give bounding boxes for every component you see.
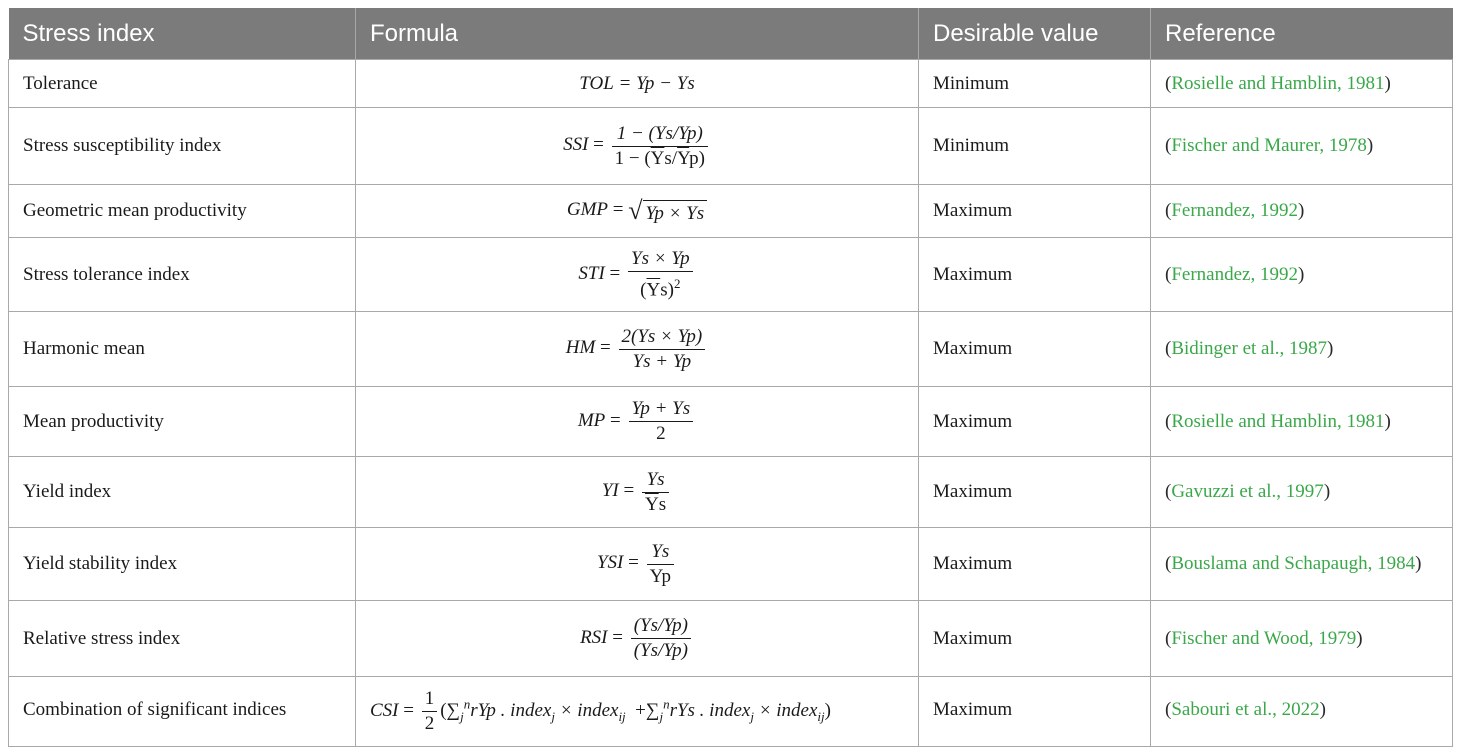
- formula-lhs: YSI: [596, 552, 624, 574]
- table-row: [9, 238, 1453, 312]
- fraction-denominator: 2: [424, 713, 435, 734]
- reference-link[interactable]: Sabouri et al., 2022: [1171, 699, 1320, 720]
- formula-lhs: RSI: [580, 626, 608, 648]
- row-desirable-value: Maximum: [919, 457, 1151, 528]
- formula-lhs: CSI: [370, 699, 399, 721]
- formula-fraction: [628, 248, 693, 301]
- term: × index: [753, 699, 818, 721]
- mean-symbol: $\overline{Y}$: [644, 493, 659, 515]
- sum-superscript: n: [463, 696, 471, 712]
- table-row: [9, 457, 1453, 528]
- row-index-name: Tolerance: [9, 60, 356, 108]
- formula-gmp: GMP = √ Yp × Ys: [356, 185, 919, 238]
- formula-sti: STI = $\frac{Ys \times Yp}{(\overline{Y}s)^2}$: [356, 238, 919, 312]
- stress-index-table: [8, 8, 1453, 747]
- row-reference: (Rosielle and Hamblin, 1981): [1151, 60, 1453, 108]
- table-row: [9, 60, 1453, 108]
- formula-ysi: YSI = $\frac{Ys}{Yp}$: [356, 528, 919, 601]
- reference-link[interactable]: Fischer and Maurer, 1978: [1171, 135, 1367, 156]
- header-formula: Formula: [356, 8, 919, 60]
- row-index-name: Stress susceptibility index: [9, 108, 356, 185]
- table-row: [9, 387, 1453, 457]
- fraction-denominator: [612, 147, 708, 170]
- fraction-denominator: (Ys/Yp): [633, 640, 688, 661]
- radicand: Yp × Ys: [643, 200, 708, 226]
- sum-subscript: j: [659, 708, 664, 724]
- formula-fraction: [631, 615, 691, 662]
- row-index-name: Mean productivity: [9, 387, 356, 457]
- reference-link[interactable]: Gavuzzi et al., 1997: [1171, 481, 1324, 502]
- den-part: p): [689, 147, 705, 169]
- den-part: (: [640, 279, 647, 301]
- half-fraction: [422, 688, 438, 735]
- row-desirable-value: Maximum: [919, 387, 1151, 457]
- formula-mp: MP = $\frac{Yp + Ys}{2}$: [356, 387, 919, 457]
- row-index-name: Yield index: [9, 457, 356, 528]
- reference-link[interactable]: Fernandez, 1992: [1171, 200, 1298, 221]
- den-part: s: [658, 493, 667, 515]
- formula-lhs: HM: [565, 337, 596, 359]
- formula-fraction: [642, 469, 669, 516]
- formula-lhs: MP: [577, 409, 606, 431]
- row-reference: (Gavuzzi et al., 1997): [1151, 457, 1453, 528]
- formula-fraction: [647, 541, 674, 588]
- formula-hm: HM = $\frac{2(Ys \times Yp)}{Ys + Yp}$: [356, 312, 919, 387]
- fraction-numerator: Ys: [642, 469, 669, 493]
- row-reference: (Fischer and Maurer, 1978): [1151, 108, 1453, 185]
- fraction-denominator: [642, 493, 669, 516]
- formula-fraction: [619, 326, 706, 373]
- formula-rhs: = Yp − Ys: [618, 72, 695, 94]
- row-desirable-value: Minimum: [919, 108, 1151, 185]
- term-subscript: ij: [618, 708, 626, 724]
- den-part: 1 − (: [614, 147, 651, 169]
- row-reference: (Bouslama and Schapaugh, 1984): [1151, 528, 1453, 601]
- table-row: [9, 528, 1453, 601]
- row-reference: (Sabouri et al., 2022): [1151, 677, 1453, 747]
- fraction-numerator: 1: [422, 688, 438, 712]
- fraction-numerator: Yp + Ys: [629, 398, 694, 422]
- fraction-denominator: [628, 272, 693, 301]
- reference-link[interactable]: Fischer and Wood, 1979: [1171, 627, 1357, 649]
- exponent: 2: [673, 275, 681, 291]
- header-desirable-value: Desirable value: [919, 8, 1151, 60]
- sum-superscript: n: [663, 696, 670, 712]
- row-reference: (Fernandez, 1992): [1151, 238, 1453, 312]
- formula-tol: [356, 60, 919, 108]
- den-part: s/: [664, 147, 678, 169]
- table-row: [9, 677, 1453, 747]
- formula-lhs: SSI: [563, 134, 589, 156]
- table-row: [9, 601, 1453, 677]
- reference-link[interactable]: Bouslama and Schapaugh, 1984: [1171, 553, 1416, 574]
- row-reference: (Fischer and Wood, 1979): [1151, 601, 1453, 677]
- row-reference: (Fernandez, 1992): [1151, 185, 1453, 238]
- formula-rsi: RSI = $\frac{(Ys/Yp)}{(Ys/Yp)}$: [356, 601, 919, 677]
- row-desirable-value: Maximum: [919, 528, 1151, 601]
- reference-link[interactable]: Fernandez, 1992: [1171, 263, 1298, 285]
- reference-link[interactable]: Rosielle and Hamblin, 1981: [1171, 72, 1385, 94]
- fraction-denominator: Yp: [649, 565, 672, 587]
- den-part: s): [660, 279, 674, 301]
- row-desirable-value: Minimum: [919, 60, 1151, 108]
- term: rYp . index: [470, 699, 552, 721]
- mean-symbol: $\overline{Y}$: [650, 147, 665, 169]
- table-row: [9, 185, 1453, 238]
- reference-link[interactable]: Rosielle and Hamblin, 1981: [1171, 410, 1385, 432]
- header-stress-index: Stress index: [9, 8, 356, 60]
- formula-lhs: STI: [578, 262, 605, 284]
- row-reference: (Bidinger et al., 1987): [1151, 312, 1453, 387]
- mean-symbol: $\overline{Y}$: [646, 279, 661, 301]
- sum-subscript: j: [460, 708, 464, 724]
- fraction-numerator: Ys: [647, 541, 674, 565]
- fraction-numerator: Ys × Yp: [628, 248, 693, 272]
- term-subscript: j: [551, 708, 555, 724]
- row-index-name: Combination of significant indices: [9, 677, 356, 747]
- row-desirable-value: Maximum: [919, 185, 1151, 238]
- fraction-numerator: (Ys/Yp): [631, 615, 691, 639]
- table-wrapper: [8, 8, 1452, 747]
- fraction-denominator: Ys + Yp: [632, 350, 692, 372]
- row-index-name: Geometric mean productivity: [9, 185, 356, 238]
- fraction-denominator: 2: [656, 423, 666, 444]
- row-desirable-value: Maximum: [919, 312, 1151, 387]
- table-header: [9, 8, 1453, 60]
- formula-ssi: SSI = $\frac{1 - (Ys/Yp)}{1 - (\overline{Y}s/\overline{Y}p)}$: [356, 108, 919, 185]
- row-index-name: Yield stability index: [9, 528, 356, 601]
- formula-lhs: TOL: [579, 72, 614, 94]
- sum-symbol: ∑: [446, 699, 461, 721]
- row-reference: (Rosielle and Hamblin, 1981): [1151, 387, 1453, 457]
- row-index-name: Relative stress index: [9, 601, 356, 677]
- formula-fraction: [629, 398, 694, 445]
- table-row: [9, 108, 1453, 185]
- term-subscript: j: [750, 708, 754, 724]
- reference-link[interactable]: Bidinger et al., 1987: [1171, 338, 1327, 359]
- row-index-name: Harmonic mean: [9, 312, 356, 387]
- fraction-numerator: 2(Ys × Yp): [619, 326, 706, 350]
- term: × index: [554, 699, 619, 721]
- row-desirable-value: Maximum: [919, 601, 1151, 677]
- formula-csi: CSI = $\frac{1}{2}$ ($\sum_j^nrYp$ . index$_j$ × index$_{ij}$ $+\sum_j^nrYs$ . index$_j$ × index$_{ij}$): [356, 677, 919, 747]
- row-index-name: Stress tolerance index: [9, 238, 356, 312]
- term-subscript: ij: [817, 708, 825, 724]
- sum-symbol: ∑: [645, 699, 660, 721]
- row-desirable-value: Maximum: [919, 677, 1151, 747]
- row-desirable-value: Maximum: [919, 238, 1151, 312]
- square-root: √ Yp × Ys: [628, 197, 707, 226]
- term: rYs . index: [669, 699, 751, 721]
- formula-lhs: GMP: [566, 199, 609, 221]
- table-row: [9, 312, 1453, 387]
- formula-yi: YI = $\frac{Ys}{\overline{Y}s}$: [356, 457, 919, 528]
- formula-fraction: [612, 123, 708, 170]
- header-reference: Reference: [1151, 8, 1453, 60]
- fraction-numerator: 1 − (Ys/Yp): [612, 123, 708, 147]
- mean-symbol: $\overline{Y}$: [677, 147, 690, 169]
- formula-lhs: YI: [601, 480, 619, 502]
